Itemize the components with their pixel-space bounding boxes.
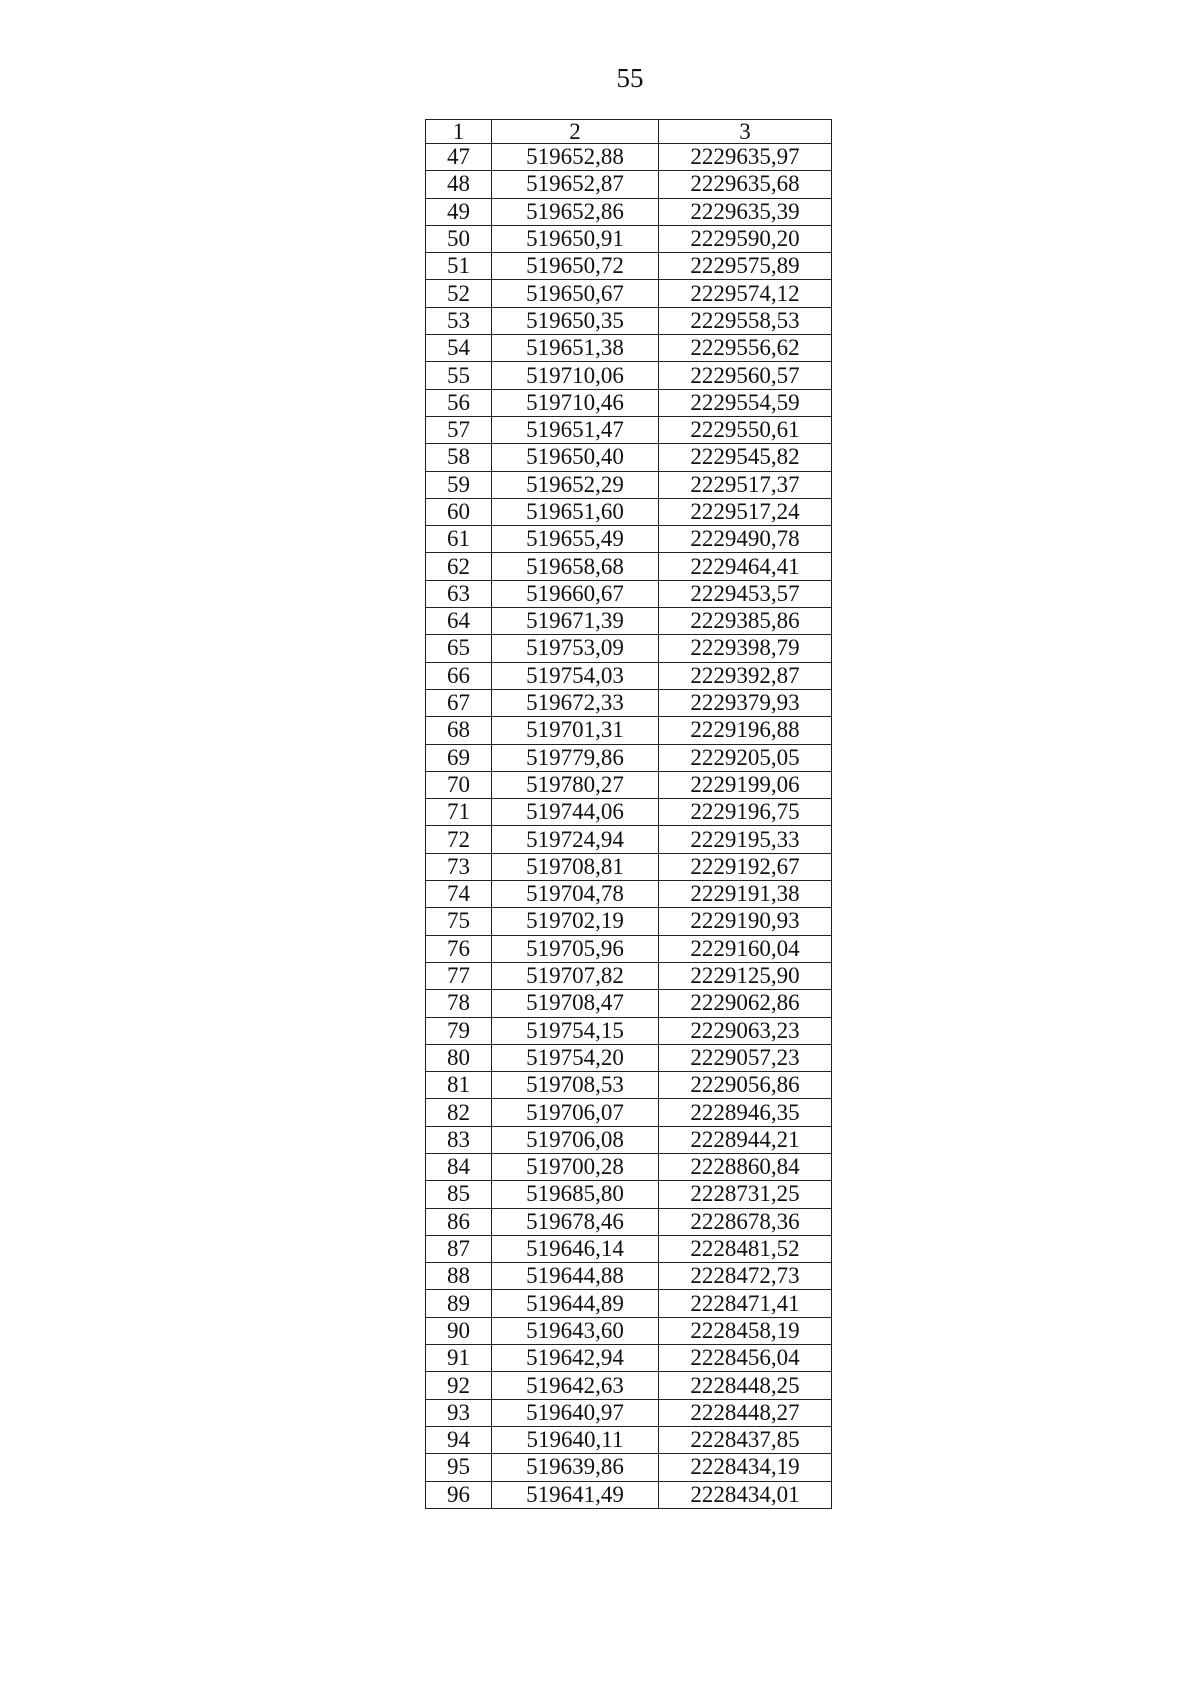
table-row	[426, 1099, 832, 1126]
y-coordinate-cell: 2229517,24	[659, 498, 832, 525]
point-number-cell: 75	[426, 908, 492, 935]
table-row	[426, 471, 832, 498]
point-number-cell: 94	[426, 1426, 492, 1453]
table-row	[426, 881, 832, 908]
x-coordinate-cell: 519754,03	[492, 662, 659, 689]
y-coordinate-cell: 2229453,57	[659, 580, 832, 607]
y-coordinate-cell: 2229392,87	[659, 662, 832, 689]
x-coordinate-cell: 519641,49	[492, 1481, 659, 1508]
point-number-cell: 74	[426, 881, 492, 908]
y-coordinate-cell: 2229517,37	[659, 471, 832, 498]
y-coordinate-cell: 2228860,84	[659, 1153, 832, 1180]
x-coordinate-cell: 519642,63	[492, 1372, 659, 1399]
y-coordinate-cell: 2228437,85	[659, 1426, 832, 1453]
table-row	[426, 608, 832, 635]
x-coordinate-cell: 519744,06	[492, 799, 659, 826]
y-coordinate-cell: 2229590,20	[659, 225, 832, 252]
table-row	[426, 1372, 832, 1399]
y-coordinate-cell: 2229635,97	[659, 144, 832, 171]
point-number-cell: 87	[426, 1235, 492, 1262]
column-header-1: 1	[426, 120, 492, 144]
y-coordinate-cell: 2229560,57	[659, 362, 832, 389]
x-coordinate-cell: 519650,67	[492, 280, 659, 307]
y-coordinate-cell: 2228456,04	[659, 1345, 832, 1372]
point-number-cell: 89	[426, 1290, 492, 1317]
x-coordinate-cell: 519780,27	[492, 771, 659, 798]
point-number-cell: 65	[426, 635, 492, 662]
point-number-cell: 71	[426, 799, 492, 826]
table-row	[426, 1044, 832, 1071]
y-coordinate-cell: 2229199,06	[659, 771, 832, 798]
point-number-cell: 60	[426, 498, 492, 525]
point-number-cell: 78	[426, 990, 492, 1017]
table-row	[426, 144, 832, 171]
point-number-cell: 96	[426, 1481, 492, 1508]
x-coordinate-cell: 519644,88	[492, 1263, 659, 1290]
table-row	[426, 635, 832, 662]
table-row	[426, 1235, 832, 1262]
x-coordinate-cell: 519779,86	[492, 744, 659, 771]
point-number-cell: 95	[426, 1454, 492, 1481]
point-number-cell: 49	[426, 198, 492, 225]
x-coordinate-cell: 519754,15	[492, 1017, 659, 1044]
table-row	[426, 1290, 832, 1317]
x-coordinate-cell: 519671,39	[492, 608, 659, 635]
y-coordinate-cell: 2228481,52	[659, 1235, 832, 1262]
table-header	[426, 120, 832, 144]
table-row	[426, 771, 832, 798]
table-row	[426, 908, 832, 935]
table-row	[426, 580, 832, 607]
y-coordinate-cell: 2229398,79	[659, 635, 832, 662]
table-row	[426, 1263, 832, 1290]
point-number-cell: 54	[426, 335, 492, 362]
y-coordinate-cell: 2228946,35	[659, 1099, 832, 1126]
y-coordinate-cell: 2229192,67	[659, 853, 832, 880]
x-coordinate-cell: 519652,88	[492, 144, 659, 171]
x-coordinate-cell: 519705,96	[492, 935, 659, 962]
y-coordinate-cell: 2229160,04	[659, 935, 832, 962]
y-coordinate-cell: 2229056,86	[659, 1072, 832, 1099]
table-row	[426, 307, 832, 334]
y-coordinate-cell: 2229057,23	[659, 1044, 832, 1071]
table-body	[426, 144, 832, 1509]
x-coordinate-cell: 519646,14	[492, 1235, 659, 1262]
y-coordinate-cell: 2228448,27	[659, 1399, 832, 1426]
table-row	[426, 1454, 832, 1481]
point-number-cell: 63	[426, 580, 492, 607]
point-number-cell: 64	[426, 608, 492, 635]
y-coordinate-cell: 2229558,53	[659, 307, 832, 334]
x-coordinate-cell: 519644,89	[492, 1290, 659, 1317]
x-coordinate-cell: 519708,53	[492, 1072, 659, 1099]
table-row	[426, 1481, 832, 1508]
point-number-cell: 52	[426, 280, 492, 307]
column-header-3: 3	[659, 120, 832, 144]
x-coordinate-cell: 519672,33	[492, 689, 659, 716]
x-coordinate-cell: 519706,08	[492, 1126, 659, 1153]
point-number-cell: 83	[426, 1126, 492, 1153]
table-row	[426, 498, 832, 525]
x-coordinate-cell: 519704,78	[492, 881, 659, 908]
page-number: 55	[616, 63, 644, 93]
y-coordinate-cell: 2228434,01	[659, 1481, 832, 1508]
x-coordinate-cell: 519700,28	[492, 1153, 659, 1180]
point-number-cell: 57	[426, 416, 492, 443]
y-coordinate-cell: 2228678,36	[659, 1208, 832, 1235]
y-coordinate-cell: 2229063,23	[659, 1017, 832, 1044]
point-number-cell: 91	[426, 1345, 492, 1372]
table-row	[426, 853, 832, 880]
point-number-cell: 66	[426, 662, 492, 689]
point-number-cell: 90	[426, 1317, 492, 1344]
table-row	[426, 990, 832, 1017]
table-row	[426, 1072, 832, 1099]
table-row	[426, 744, 832, 771]
x-coordinate-cell: 519724,94	[492, 826, 659, 853]
x-coordinate-cell: 519651,60	[492, 498, 659, 525]
table-row	[426, 717, 832, 744]
table-row	[426, 335, 832, 362]
point-number-cell: 68	[426, 717, 492, 744]
table-row	[426, 1208, 832, 1235]
y-coordinate-cell: 2229556,62	[659, 335, 832, 362]
point-number-cell: 80	[426, 1044, 492, 1071]
point-number-cell: 76	[426, 935, 492, 962]
y-coordinate-cell: 2229545,82	[659, 444, 832, 471]
point-number-cell: 62	[426, 553, 492, 580]
y-coordinate-cell: 2229379,93	[659, 689, 832, 716]
x-coordinate-cell: 519708,47	[492, 990, 659, 1017]
table-row	[426, 962, 832, 989]
y-coordinate-cell: 2229195,33	[659, 826, 832, 853]
point-number-cell: 85	[426, 1181, 492, 1208]
table-row	[426, 1345, 832, 1372]
y-coordinate-cell: 2229196,75	[659, 799, 832, 826]
table-header-row	[426, 120, 832, 144]
x-coordinate-cell: 519651,47	[492, 416, 659, 443]
column-header-2: 2	[492, 120, 659, 144]
x-coordinate-cell: 519650,91	[492, 225, 659, 252]
x-coordinate-cell: 519640,11	[492, 1426, 659, 1453]
table-row	[426, 225, 832, 252]
x-coordinate-cell: 519706,07	[492, 1099, 659, 1126]
table-row	[426, 799, 832, 826]
point-number-cell: 53	[426, 307, 492, 334]
x-coordinate-cell: 519708,81	[492, 853, 659, 880]
y-coordinate-cell: 2228471,41	[659, 1290, 832, 1317]
point-number-cell: 48	[426, 171, 492, 198]
y-coordinate-cell: 2228434,19	[659, 1454, 832, 1481]
x-coordinate-cell: 519642,94	[492, 1345, 659, 1372]
y-coordinate-cell: 2229574,12	[659, 280, 832, 307]
point-number-cell: 67	[426, 689, 492, 716]
point-number-cell: 81	[426, 1072, 492, 1099]
y-coordinate-cell: 2229191,38	[659, 881, 832, 908]
x-coordinate-cell: 519754,20	[492, 1044, 659, 1071]
x-coordinate-cell: 519685,80	[492, 1181, 659, 1208]
point-number-cell: 79	[426, 1017, 492, 1044]
x-coordinate-cell: 519650,40	[492, 444, 659, 471]
y-coordinate-cell: 2229635,68	[659, 171, 832, 198]
table-row	[426, 1153, 832, 1180]
table-row	[426, 935, 832, 962]
y-coordinate-cell: 2228472,73	[659, 1263, 832, 1290]
x-coordinate-cell: 519650,35	[492, 307, 659, 334]
table-row	[426, 362, 832, 389]
table-row	[426, 1399, 832, 1426]
table-row	[426, 826, 832, 853]
point-number-cell: 70	[426, 771, 492, 798]
table-row	[426, 1317, 832, 1344]
table-row	[426, 662, 832, 689]
table-row	[426, 444, 832, 471]
x-coordinate-cell: 519643,60	[492, 1317, 659, 1344]
point-number-cell: 51	[426, 253, 492, 280]
y-coordinate-cell: 2229635,39	[659, 198, 832, 225]
coordinates-table	[425, 119, 832, 1509]
y-coordinate-cell: 2229550,61	[659, 416, 832, 443]
table-row	[426, 253, 832, 280]
x-coordinate-cell: 519702,19	[492, 908, 659, 935]
x-coordinate-cell: 519710,06	[492, 362, 659, 389]
x-coordinate-cell: 519652,86	[492, 198, 659, 225]
table-row	[426, 171, 832, 198]
table-row	[426, 526, 832, 553]
y-coordinate-cell: 2228731,25	[659, 1181, 832, 1208]
y-coordinate-cell: 2229554,59	[659, 389, 832, 416]
table-row	[426, 198, 832, 225]
point-number-cell: 69	[426, 744, 492, 771]
y-coordinate-cell: 2229190,93	[659, 908, 832, 935]
point-number-cell: 88	[426, 1263, 492, 1290]
y-coordinate-cell: 2229205,05	[659, 744, 832, 771]
y-coordinate-cell: 2228448,25	[659, 1372, 832, 1399]
point-number-cell: 93	[426, 1399, 492, 1426]
x-coordinate-cell: 519655,49	[492, 526, 659, 553]
x-coordinate-cell: 519639,86	[492, 1454, 659, 1481]
point-number-cell: 61	[426, 526, 492, 553]
y-coordinate-cell: 2229196,88	[659, 717, 832, 744]
x-coordinate-cell: 519701,31	[492, 717, 659, 744]
table-row	[426, 280, 832, 307]
point-number-cell: 92	[426, 1372, 492, 1399]
x-coordinate-cell: 519660,67	[492, 580, 659, 607]
point-number-cell: 77	[426, 962, 492, 989]
table-row	[426, 553, 832, 580]
y-coordinate-cell: 2229490,78	[659, 526, 832, 553]
point-number-cell: 72	[426, 826, 492, 853]
point-number-cell: 84	[426, 1153, 492, 1180]
y-coordinate-cell: 2229575,89	[659, 253, 832, 280]
point-number-cell: 59	[426, 471, 492, 498]
y-coordinate-cell: 2229464,41	[659, 553, 832, 580]
x-coordinate-cell: 519707,82	[492, 962, 659, 989]
y-coordinate-cell: 2229062,86	[659, 990, 832, 1017]
table-row	[426, 1181, 832, 1208]
x-coordinate-cell: 519710,46	[492, 389, 659, 416]
table-row	[426, 1426, 832, 1453]
x-coordinate-cell: 519652,29	[492, 471, 659, 498]
point-number-cell: 58	[426, 444, 492, 471]
point-number-cell: 82	[426, 1099, 492, 1126]
point-number-cell: 50	[426, 225, 492, 252]
point-number-cell: 55	[426, 362, 492, 389]
point-number-cell: 86	[426, 1208, 492, 1235]
table-row	[426, 1126, 832, 1153]
y-coordinate-cell: 2229125,90	[659, 962, 832, 989]
table-row	[426, 689, 832, 716]
point-number-cell: 56	[426, 389, 492, 416]
y-coordinate-cell: 2229385,86	[659, 608, 832, 635]
x-coordinate-cell: 519650,72	[492, 253, 659, 280]
y-coordinate-cell: 2228944,21	[659, 1126, 832, 1153]
x-coordinate-cell: 519678,46	[492, 1208, 659, 1235]
table-row	[426, 1017, 832, 1044]
point-number-cell: 47	[426, 144, 492, 171]
x-coordinate-cell: 519651,38	[492, 335, 659, 362]
point-number-cell: 73	[426, 853, 492, 880]
x-coordinate-cell: 519753,09	[492, 635, 659, 662]
x-coordinate-cell: 519652,87	[492, 171, 659, 198]
table-row	[426, 416, 832, 443]
x-coordinate-cell: 519640,97	[492, 1399, 659, 1426]
y-coordinate-cell: 2228458,19	[659, 1317, 832, 1344]
x-coordinate-cell: 519658,68	[492, 553, 659, 580]
table-row	[426, 389, 832, 416]
